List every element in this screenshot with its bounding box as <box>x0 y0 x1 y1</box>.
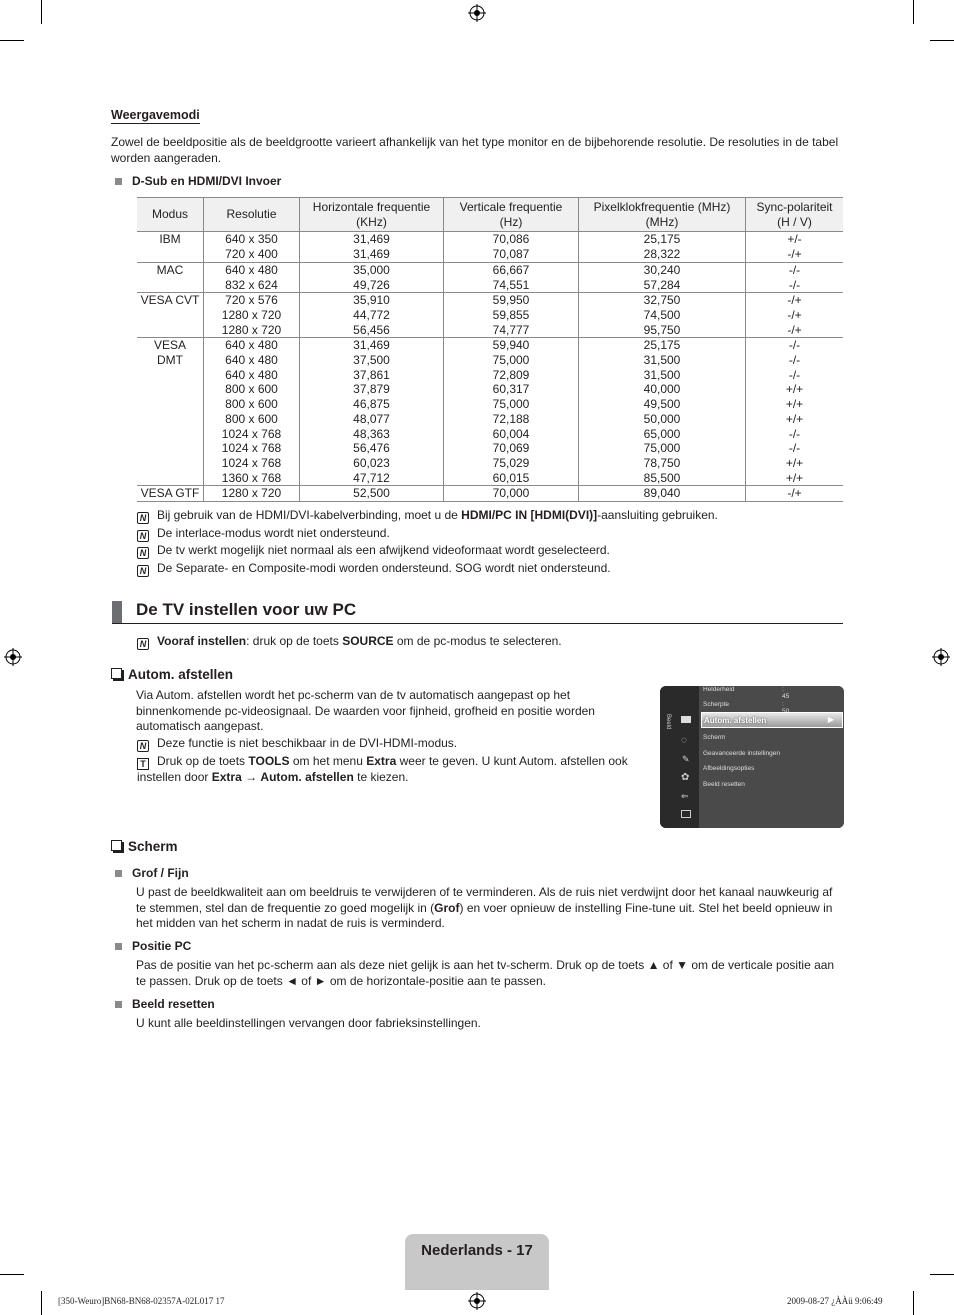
note-text: Druk op de toets <box>157 754 249 768</box>
table-cell: 25,175 31,500 31,500 40,000 49,500 50,000 65,000 75,000 78,750 85,500 <box>579 338 746 486</box>
note-icon: N <box>137 565 149 577</box>
crop-mark <box>930 1274 954 1275</box>
note-text: De tv werkt mogelijk niet normaal als een afwijkend videoformaat wordt geselecteerd. <box>157 543 610 557</box>
osd-item-afbeeldingsopties[interactable]: Afbeeldingsopties <box>703 765 755 772</box>
note-icon: N <box>137 512 149 524</box>
note-text: Bij gebruik van de HDMI/DVI-kabelverbinding, moet u de <box>157 508 462 522</box>
osd-item-label: Helderheid <box>703 686 735 693</box>
table-caption <box>115 174 281 188</box>
registration-mark-icon <box>4 648 22 666</box>
crop-mark <box>913 1291 914 1315</box>
note-bold: Vooraf instellen <box>157 634 247 648</box>
subheading-text: Autom. afstellen <box>128 667 234 682</box>
table-cell: 640 x 480 640 x 480 640 x 480 800 x 600 800 x 600 800 x 600 1024 x 768 1024 x 768 1024 x 768 1360 x 768 <box>204 338 300 486</box>
bullet-square-icon <box>115 870 122 877</box>
beeld-resetten-title <box>115 997 215 1011</box>
note-text: om de pc-modus te selecteren. <box>393 634 562 648</box>
crop-mark <box>0 40 24 41</box>
note-icon: N <box>137 547 149 559</box>
subsection-text: Positie PC <box>132 939 192 953</box>
table-cell: 32,750 74,500 95,750 <box>579 293 746 338</box>
positie-pc-body: Pas de positie van het pc-scherm aan als deze niet gelijk is aan het tv-scherm. Druk op de toets ▲ of ▼ om de verticale positie aan te passen. Druk op de toets ◄ of ► om de horizontale-positie aan te passen. <box>136 958 835 988</box>
osd-sidebar <box>660 686 699 828</box>
checkbox-icon <box>111 840 122 851</box>
osd-item-scherpte <box>703 701 784 708</box>
subheading-scherm <box>111 839 178 854</box>
sound-icon: ◌ <box>681 735 687 746</box>
positie-pc-title <box>115 939 191 953</box>
input-icon: ⇐ <box>681 791 689 801</box>
bullet-square-icon <box>115 1001 122 1008</box>
table-cell: 31,469 31,469 <box>300 232 444 262</box>
table-cell: 30,240 57,284 <box>579 262 746 292</box>
table-cell: MAC <box>137 262 204 292</box>
subsection-text: Grof / Fijn <box>132 866 189 880</box>
auto-body: Via Autom. afstellen wordt het pc-scherm van de tv automatisch aangepast op het binnenkomende pc-videosignaal. De waarden voor fijnheid, grofheid en positie worden automatisch aangepast. <box>136 688 595 733</box>
note-bold: SOURCE <box>342 634 394 648</box>
grof-fijn-title <box>115 866 189 880</box>
note-text: : druk op de toets <box>246 634 343 648</box>
table-cell: 31,469 37,500 37,861 37,879 46,875 48,077 48,363 56,476 60,023 47,712 <box>300 338 444 486</box>
checkbox-icon <box>111 668 122 679</box>
note-text: om het menu <box>289 754 367 768</box>
table-cell: -/+ -/+ -/+ <box>746 293 844 338</box>
picture-icon <box>681 716 691 723</box>
table-cell: -/- -/- -/- +/+ +/+ +/+ -/- -/- +/+ +/+ <box>746 338 844 486</box>
table-cell: +/- -/+ <box>746 232 844 262</box>
table-header-cell: Modus <box>137 198 204 232</box>
body-text: ) en voer opnieuw de instelling Fine-tune uit. Stel het beeld opnieuw in het midden van het scherm in nadat de ruis is verminderd. <box>136 900 833 930</box>
crop-mark <box>913 0 914 24</box>
table-cell: 52,500 <box>300 486 444 502</box>
osd-item-scherm[interactable]: Scherm <box>703 734 726 741</box>
heading-bar <box>112 601 122 623</box>
note-bold: Extra <box>366 754 397 768</box>
note-sog <box>137 561 611 576</box>
crop-mark <box>41 1291 42 1315</box>
osd-item-label: Autom. afstellen <box>704 716 767 725</box>
note-videoformat <box>137 543 610 558</box>
table-header-cell: Resolutie <box>204 198 300 232</box>
note-text: De interlace-modus wordt niet ondersteund. <box>157 526 390 540</box>
note-text: te kiezen. <box>353 770 409 784</box>
intro-text: Zowel de beeldpositie als de beeldgrootte varieert afhankelijk van het type monitor en de bijbehorende resolutie. De resoluties in de tabel worden aangeraden. <box>111 135 839 165</box>
bullet-square-icon <box>115 178 122 185</box>
note-text: weer te geven. U kunt Autom. afstellen ook instellen door <box>137 754 628 784</box>
osd-side-label: Beeld <box>665 714 671 730</box>
table-cell: IBM <box>137 232 204 262</box>
table-cell: 35,000 49,726 <box>300 262 444 292</box>
note-text: De Separate- en Composite-modi worden ondersteund. SOG wordt niet ondersteund. <box>157 561 611 575</box>
table-header-row <box>137 198 843 232</box>
note-bold: Autom. afstellen <box>260 770 354 784</box>
note-bold: HDMI/PC IN [HDMI(DVI)] <box>461 508 598 522</box>
note-text: → <box>241 770 261 784</box>
crop-mark <box>0 1274 24 1275</box>
support-icon <box>681 810 691 818</box>
note-interlace <box>137 526 390 541</box>
table-cell: 640 x 350 720 x 400 <box>204 232 300 262</box>
table-cell: VESA DMT <box>137 338 204 486</box>
table-row <box>137 338 843 486</box>
note-bold: TOOLS <box>248 754 290 768</box>
crop-mark <box>930 40 954 41</box>
table-row <box>137 232 843 262</box>
table-cell: -/- -/- <box>746 262 844 292</box>
table-header-cell: Horizontale frequentie (KHz) <box>300 198 444 232</box>
channel-icon: ✎ <box>682 754 690 764</box>
table-row <box>137 262 843 292</box>
note-text: Deze functie is niet beschikbaar in de DVI-HDMI-modus. <box>157 736 458 750</box>
resolution-table <box>137 197 843 502</box>
osd-item-geavanceerd[interactable]: Geavanceerde instellingen <box>703 750 780 757</box>
bullet-square-icon <box>115 943 122 950</box>
setup-icon: ✿ <box>681 772 690 783</box>
note-tools <box>137 753 642 785</box>
table-cell: 59,940 75,000 72,809 60,317 75,000 72,188 60,004 70,069 75,029 60,015 <box>444 338 579 486</box>
tools-icon: T <box>137 758 149 770</box>
body-text: U past de beeldkwaliteit aan om beeldruis te verwijderen of te verminderen. Als de ruis niet verdwijnt door het kanaal nauwkeurig af te stemmen, stel dan de frequentie zo goed mogelijk in ( <box>136 885 833 915</box>
subsection-text: Beeld resetten <box>132 997 215 1011</box>
footer-file-info: [350-Weuro]BN68-BN68-02357A-02L017 17 <box>58 1296 225 1306</box>
page-number: Nederlands - 17 <box>421 1242 533 1259</box>
osd-item-selected[interactable] <box>701 712 843 728</box>
note-icon: N <box>137 740 149 752</box>
note-icon: N <box>137 638 149 650</box>
registration-mark-icon <box>468 4 486 22</box>
arrow-right-icon: ▶ <box>827 715 834 724</box>
note-text: -aansluiting gebruiken. <box>597 508 718 522</box>
footer-timestamp: 2009-08-27 ¿ÀÀü 9:06:49 <box>787 1296 883 1306</box>
section-title: Weergavemodi <box>111 108 200 122</box>
table-caption-text: D-Sub en HDMI/DVI Invoer <box>132 174 282 188</box>
table-cell: 70,086 70,087 <box>444 232 579 262</box>
osd-item-value: : 45 <box>782 686 790 700</box>
table-cell: 35,910 44,772 56,456 <box>300 293 444 338</box>
table-cell: VESA GTF <box>137 486 204 502</box>
crop-mark <box>41 0 42 24</box>
page-heading: De TV instellen voor uw PC <box>136 600 357 619</box>
table-cell: 66,667 74,551 <box>444 262 579 292</box>
osd-item-helderheid <box>703 686 790 700</box>
registration-mark-icon <box>468 1292 486 1310</box>
note-prep <box>137 634 562 649</box>
table-header-cell: Pixelklokfrequentie (MHz) (MHz) <box>579 198 746 232</box>
note-icon: N <box>137 530 149 542</box>
note-dvi <box>137 736 457 751</box>
beeld-resetten-body: U kunt alle beeldinstellingen vervangen door fabrieksinstellingen. <box>136 1016 481 1030</box>
table-cell: -/+ <box>746 486 844 502</box>
table-cell: 25,175 28,322 <box>579 232 746 262</box>
table-cell: 720 x 576 1280 x 720 1280 x 720 <box>204 293 300 338</box>
registration-mark-icon <box>932 648 950 666</box>
subheading-text: Scherm <box>128 839 178 854</box>
note-bold: Extra <box>211 770 242 784</box>
table-header-cell: Sync-polariteit (H / V) <box>746 198 844 232</box>
table-cell: 89,040 <box>579 486 746 502</box>
table-header-cell: Verticale frequentie (Hz) <box>444 198 579 232</box>
grof-fijn-body <box>136 885 841 932</box>
table-row <box>137 293 843 338</box>
table-cell: VESA CVT <box>137 293 204 338</box>
osd-item-label: Scherpte <box>703 701 730 708</box>
osd-item-value: : <box>782 701 784 708</box>
table-cell: 70,000 <box>444 486 579 502</box>
osd-item-beeld-resetten[interactable]: Beeld resetten <box>703 781 745 788</box>
table-cell: 59,950 59,855 74,777 <box>444 293 579 338</box>
subheading-auto <box>111 667 233 682</box>
table-row <box>137 486 843 502</box>
body-bold: Grof <box>434 900 460 915</box>
table-cell: 640 x 480 832 x 624 <box>204 262 300 292</box>
heading-rule <box>112 623 843 624</box>
note-hdmi <box>137 508 718 523</box>
table-cell: 1280 x 720 <box>204 486 300 502</box>
osd-menu <box>660 686 844 828</box>
